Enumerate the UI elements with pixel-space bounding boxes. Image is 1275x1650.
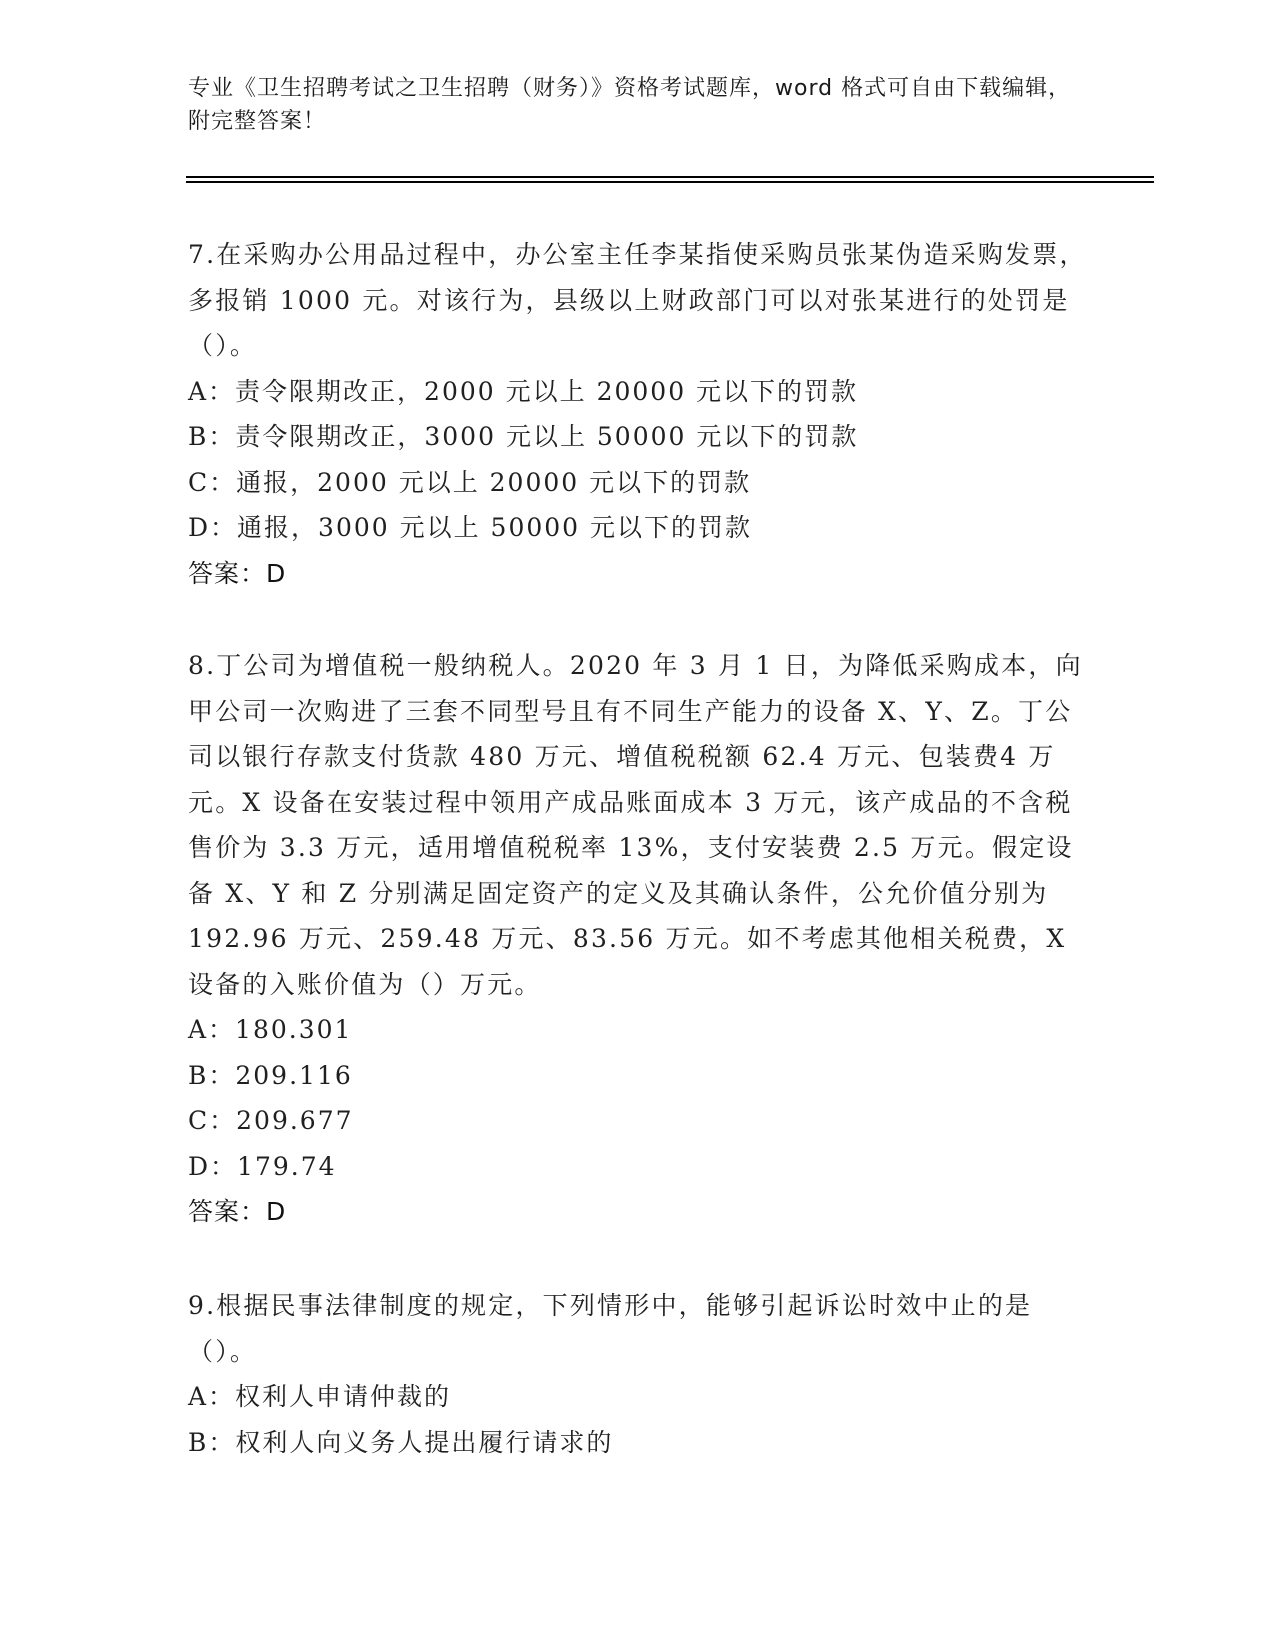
document-header xyxy=(188,72,1088,138)
question-7 xyxy=(188,232,1088,596)
option-c: C：209.677 xyxy=(188,1106,354,1135)
question-8 xyxy=(188,643,1088,1235)
option-b: B：209.116 xyxy=(188,1060,353,1090)
option-c: C：通报，2000 元以上 20000 元以下的罚款 xyxy=(188,467,752,497)
header-divider-top xyxy=(186,176,1154,178)
header-title: 专业《卫生招聘考试之卫生招聘（财务）》资格考试题库，word 格式可自由下载编辑，附完整答案！ xyxy=(188,76,1072,134)
question-9 xyxy=(188,1283,1088,1465)
option-b: B：责令限期改正，3000 元以上 50000 元以下的罚款 xyxy=(188,422,859,451)
question-stem: 7.在采购办公用品过程中，办公室主任李某指使采购员张某伪造采购发票，多报销 1000 元。对该行为，县级以上财政部门可以对张某进行的处罚是（）。 xyxy=(188,240,1087,360)
option-d: D：179.74 xyxy=(188,1151,337,1181)
answer-label: 答案：D xyxy=(188,558,287,588)
header-divider-bottom xyxy=(186,181,1154,183)
answer-label: 答案：D xyxy=(188,1197,287,1226)
option-d: D：通报，3000 元以上 50000 元以下的罚款 xyxy=(188,513,753,542)
option-a: A：责令限期改正，2000 元以上 20000 元以下的罚款 xyxy=(188,376,859,406)
option-a: A：权利人申请仲裁的 xyxy=(188,1382,452,1411)
option-a: A：180.301 xyxy=(188,1015,353,1044)
option-b: B：权利人向义务人提出履行请求的 xyxy=(188,1427,614,1457)
question-stem: 9.根据民事法律制度的规定，下列情形中，能够引起诉讼时效中止的是（）。 xyxy=(188,1291,1033,1366)
question-stem: 8.丁公司为增值税一般纳税人。2020 年 3 月 1 日，为降低采购成本，向甲公司一次购进了三套不同型号且有不同生产能力的设备 X、Y、Z。丁公司以银行存款支付货款 480 万元、增值税税额 62.4 万元、包装费4 万元。X 设备在安装过程中领用产成品账面成本 3 万元，该产成品的不含税售价为 3.3 万元，适用增值税税率 13%，支付安装费 2.5 万元。假定设备 X、Y 和 Z 分别满足固定资产的定义及其确认条件，公允价值分别为 192.96 万元、259.48 万元、83.56 万元。如不考虑其他相关税费，X 设备的入账价值为（）万元。 xyxy=(188,651,1083,999)
